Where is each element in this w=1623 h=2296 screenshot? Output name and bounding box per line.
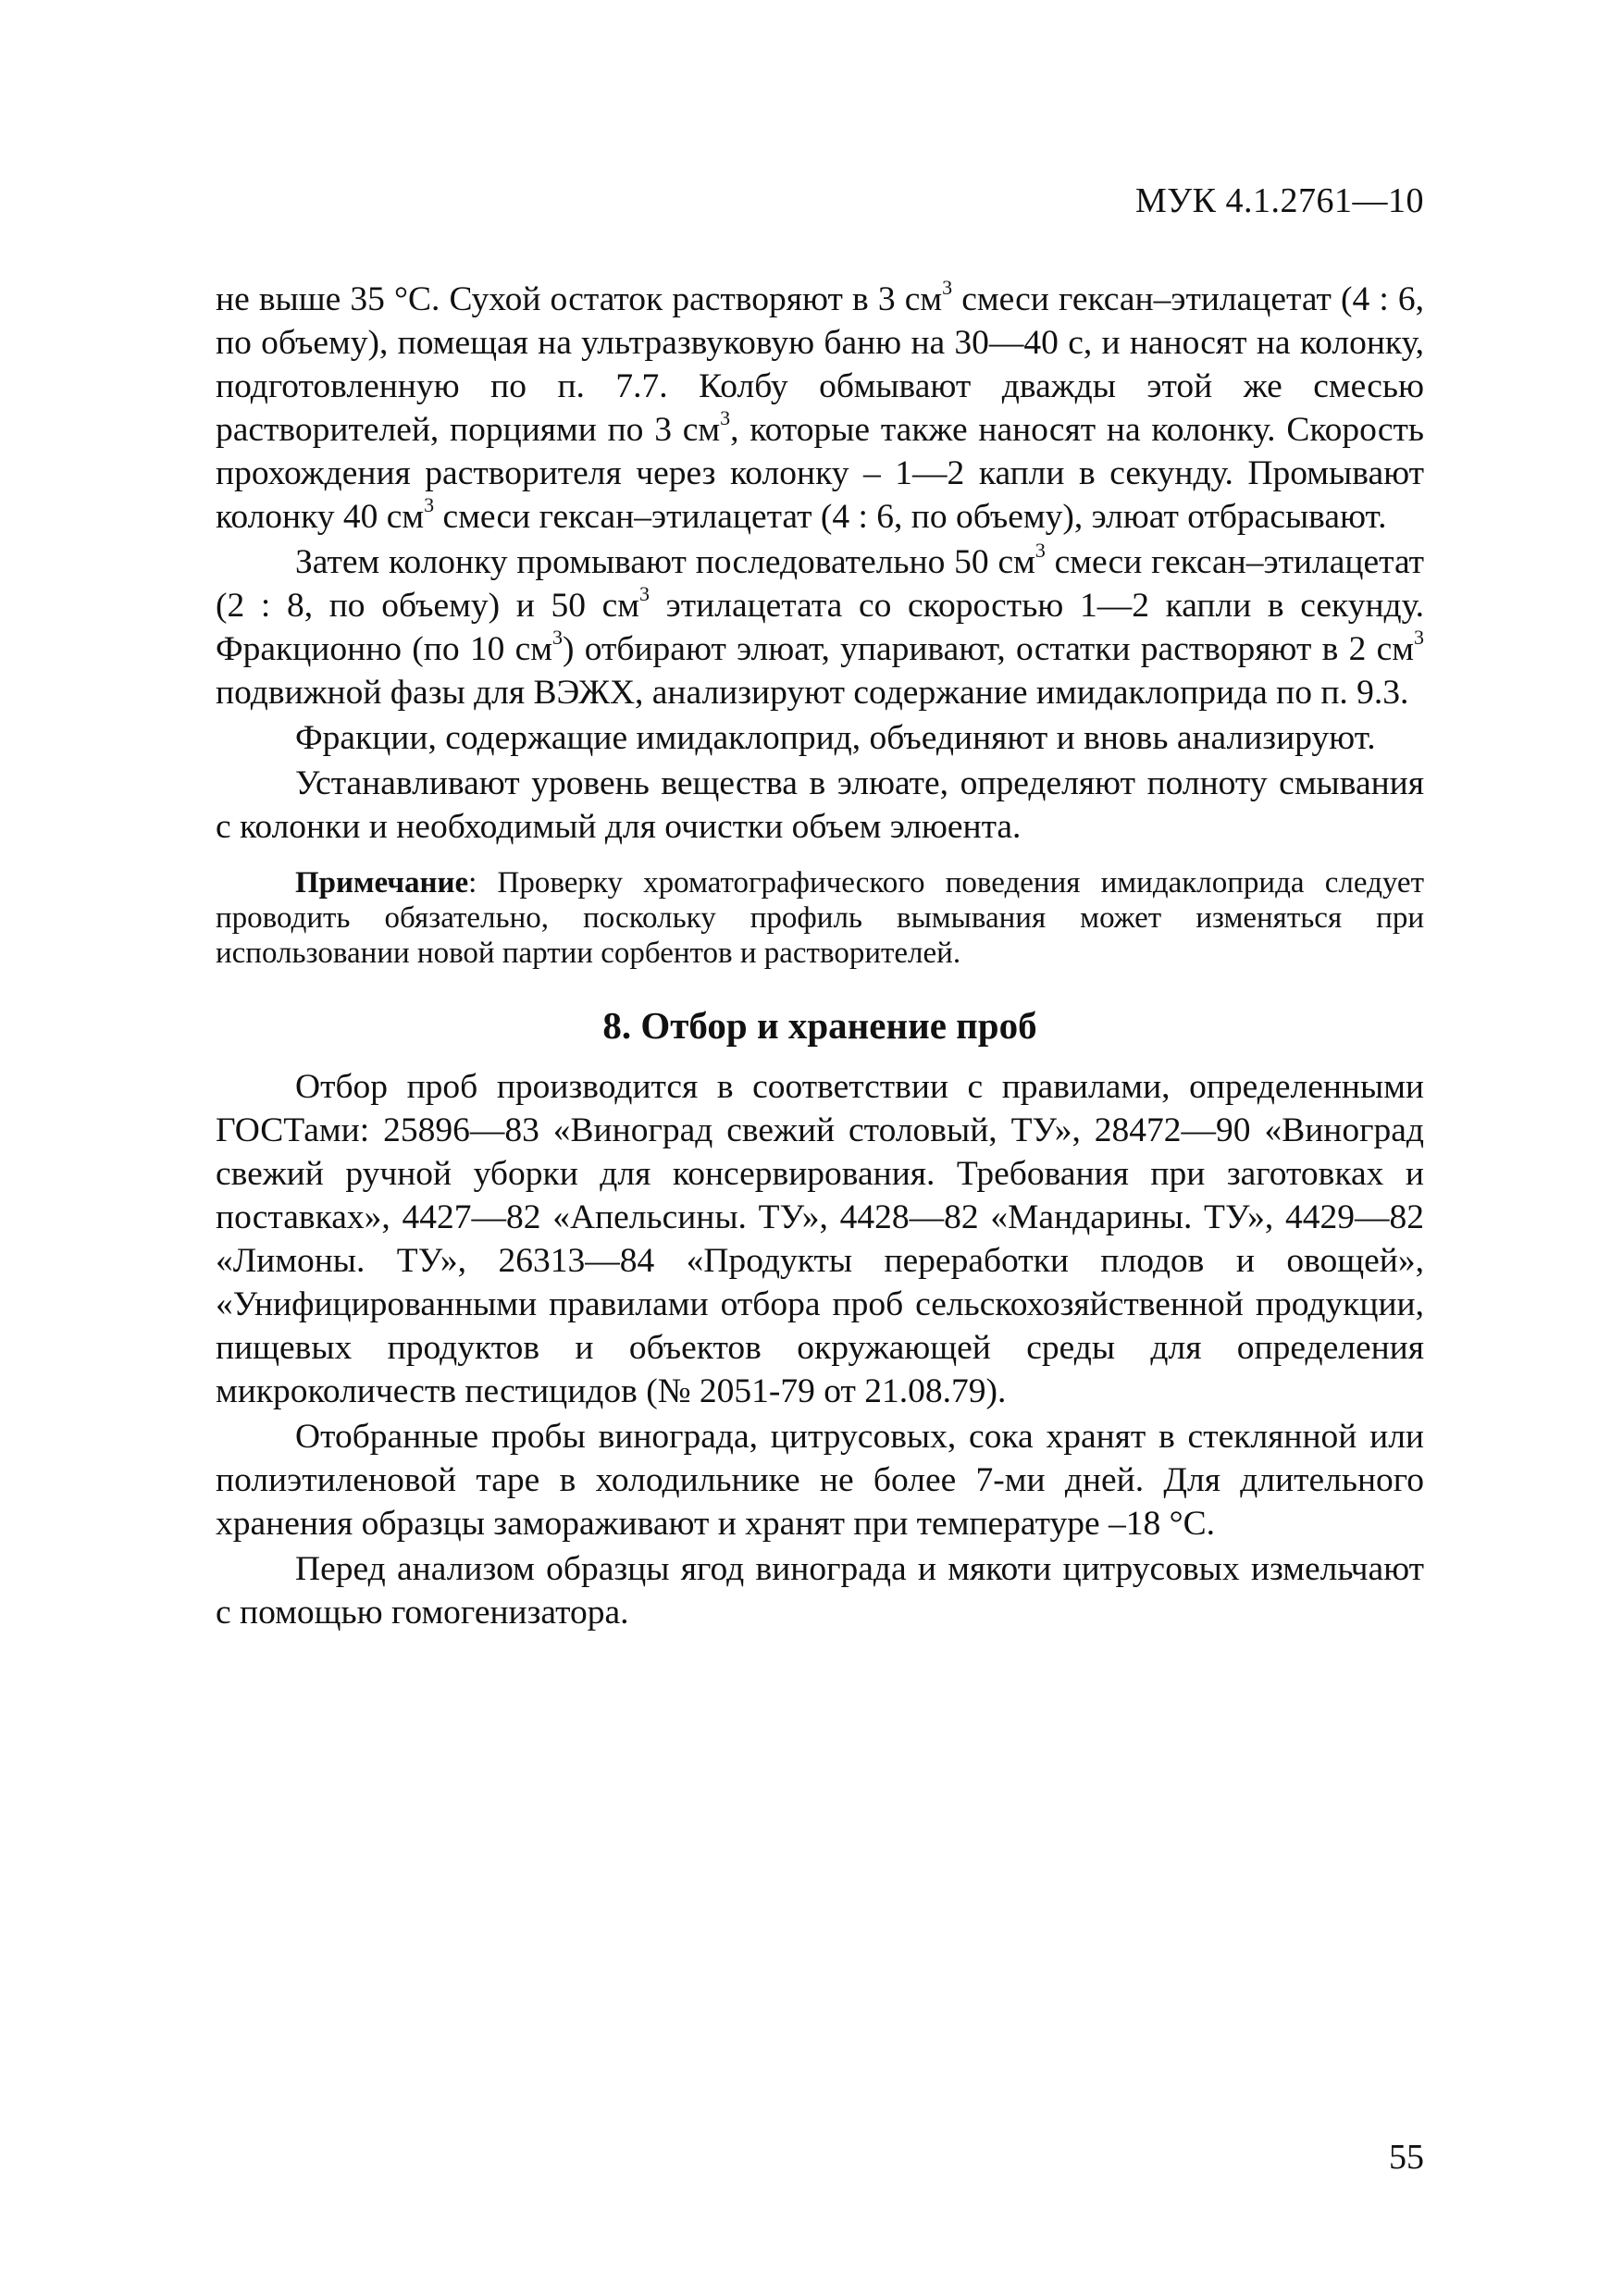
superscript: 3: [424, 493, 435, 516]
paragraph-sample-preparation: Перед анализом образцы ягод винограда и мякоти цитрусовых измельчают с помощью гомогенизатора.: [216, 1550, 1424, 1632]
text-run: ) отбирают элюат, упаривают, остатки растворяют в 2 см: [563, 630, 1414, 668]
note-paragraph: [216, 865, 1424, 971]
text-run: этилацетата со скоростью 1—2 капли в секунду. Фракционно (по 10 см: [216, 587, 1424, 668]
paragraph-sample-application: [216, 278, 1424, 539]
note-text: : Проверку хроматографического поведения имидаклоприда следует проводить обязательно, поскольку профиль вымывания может изменяться при использовании новой партии сорбентов и растворителей.: [216, 866, 1424, 970]
superscript: 3: [720, 406, 731, 429]
superscript: 3: [639, 582, 650, 605]
paragraph-fractions: Фракции, содержащие имидаклоприд, объединяют и вновь анализируют.: [295, 719, 1376, 757]
text-run: Затем колонку промывают последовательно 50 см: [295, 543, 1035, 581]
superscript: 3: [942, 276, 953, 299]
paragraph-column-wash: [216, 540, 1424, 714]
page-number: 55: [1389, 2138, 1424, 2177]
text-run: , которые также наносят на колонку. Скорость прохождения растворителя через колонку – 1—2 капли в секунду. Промывают колонку 40 см: [216, 411, 1424, 536]
paragraph-sampling-standards: Отбор проб производится в соответствии с правилами, определенными ГОСТами: 25896—83 «Виноград свежий столовый, ТУ», 28472—90 «Виноград свежий ручной уборки для консервирования. Требования при заготовках и поставках», 4427—82 «Апельсины. ТУ», 4428—82 «Мандарины. ТУ», 4429—82 «Лимоны. ТУ», 26313—84 «Продукты переработки плодов и овощей», «Унифицированными правилами отбора проб сельскохозяйственной продукции, пищевых продуктов и объектов окружающей среды для определения микроколичеств пестицидов (№ 2051-79 от 21.08.79).: [216, 1068, 1424, 1410]
superscript: 3: [1035, 539, 1046, 562]
note-label: Примечание: [295, 866, 469, 900]
paragraph-sample-storage: Отобранные пробы винограда, цитрусовых, сока хранят в стеклянной или полиэтиленовой таре в холодильнике не более 7-ми дней. Для длительного хранения образцы замораживают и хранят при температуре –18 °С.: [216, 1418, 1424, 1543]
paragraph-eluent-volume: Устанавливают уровень вещества в элюате, определяют полноту смывания с колонки и необходимый для очистки объем элюента.: [216, 764, 1424, 846]
text-run: подвижной фазы для ВЭЖХ, анализируют содержание имидаклоприда по п. 9.3.: [216, 674, 1409, 712]
text-run: смеси гексан–этилацетат (4 : 6, по объему), помещая на ультразвуковую баню на 30—40 с, и наносят на колонку, подготовленную по п. 7.7. Колбу обмывают дважды этой же смесью растворителей, порциями по 3 см: [216, 280, 1424, 449]
page-content: [216, 278, 1424, 1634]
running-header-doc-code: МУК 4.1.2761—10: [1134, 181, 1424, 220]
text-run: не выше 35 °С. Сухой остаток растворяют в 3 см: [216, 280, 943, 318]
text-run: смеси гексан–этилацетат (2 : 8, по объему) и 50 см: [216, 543, 1425, 625]
section-heading: 8. Отбор и хранение проб: [602, 1004, 1037, 1047]
superscript: 3: [1413, 626, 1424, 649]
text-run: смеси гексан–этилацетат (4 : 6, по объему), элюат отбрасывают.: [434, 498, 1387, 536]
superscript: 3: [552, 626, 563, 649]
